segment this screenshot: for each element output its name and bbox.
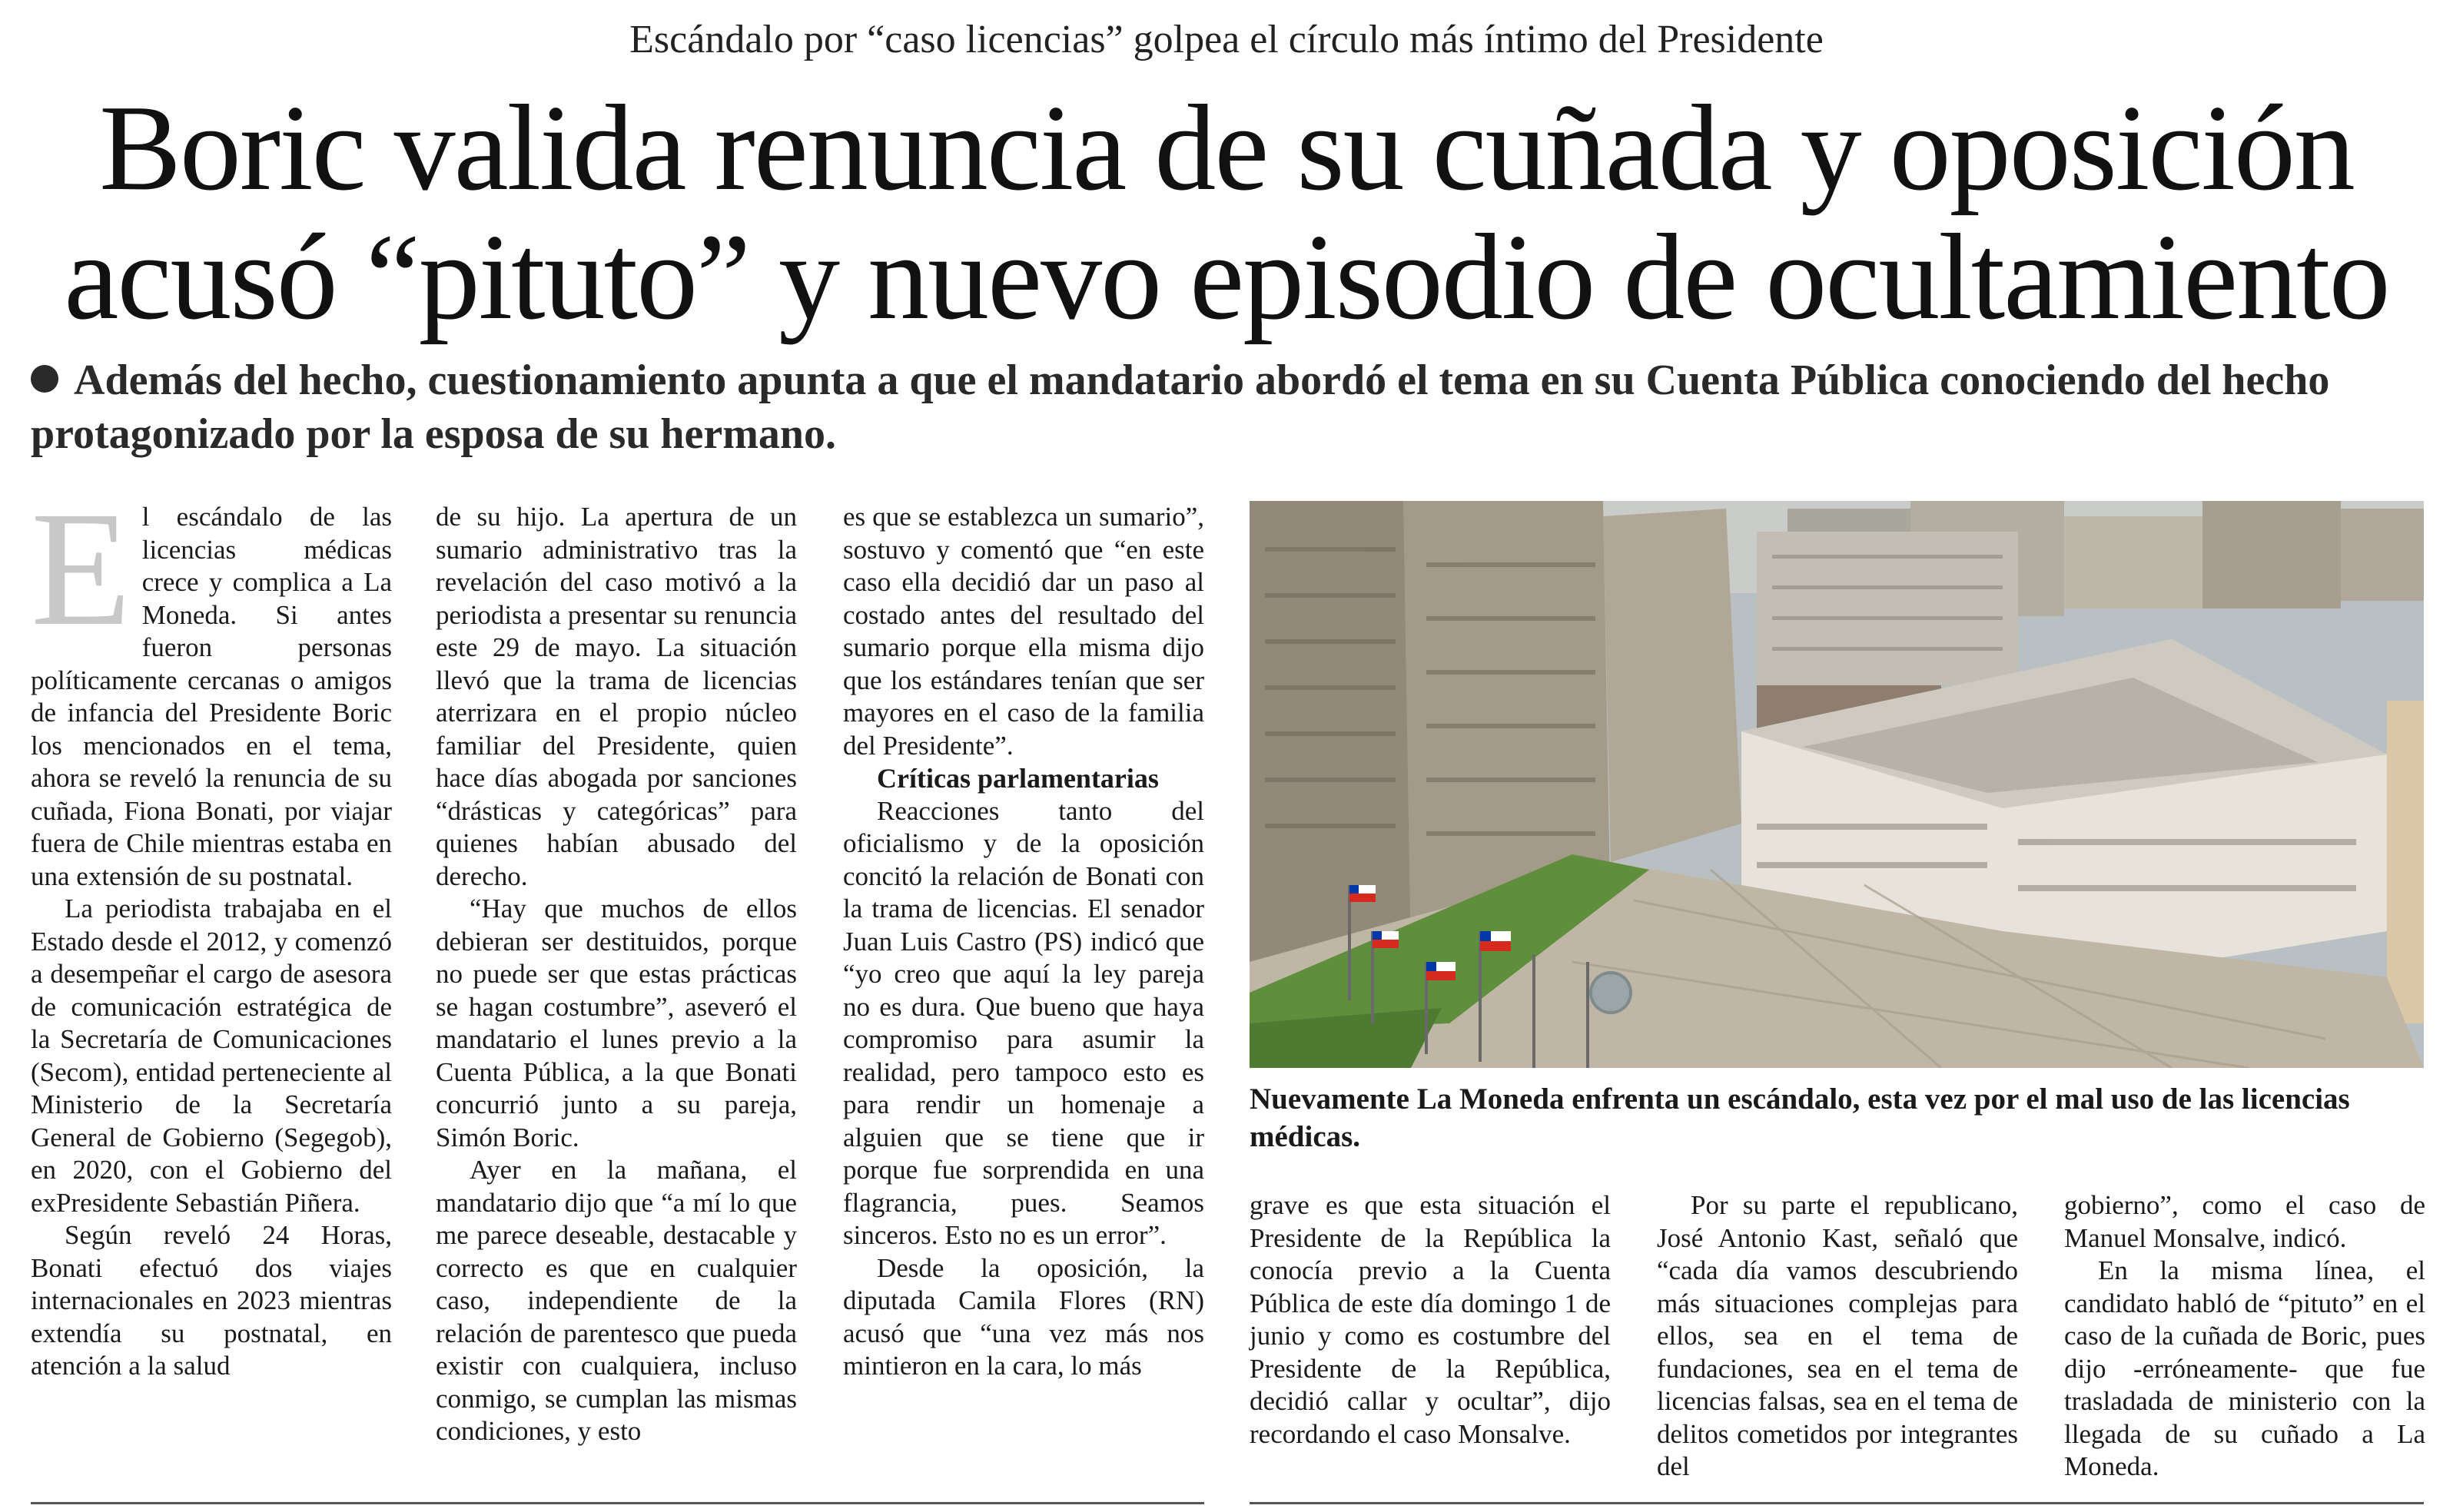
headline-line-2: acusó “pituto” y nuevo episodio de ocultamiento	[64, 208, 2389, 345]
bottom-rule-right	[1250, 1502, 2424, 1504]
article-column-4	[1250, 1189, 1611, 1451]
article-column-1	[31, 478, 392, 1383]
paragraph: Por su parte el republicano, José Antonio Kast, señaló que “cada día vamos descubriendo más situaciones complejas para ellos, sea en el tema de fundaciones, sea en el tema de licencias falsas, sea en el tema de delitos cometidos por integrantes del	[1657, 1190, 2018, 1481]
subhead	[31, 353, 2413, 461]
paragraph: de su hijo. La apertura de un sumario administrativo tras la revelación del caso motivó a la periodista a presentar su renuncia este 29 de mayo. La situación llevó que la trama de licencias aterrizara en el propio núcleo familiar del Presidente, quien hace días abogada por sanciones “drásticas y categóricas” para quienes habían abusado del derecho.	[436, 502, 797, 891]
paragraph	[31, 478, 392, 893]
paragraph: La periodista trabajaba en el Estado desde el 2012, y comenzó a desempeñar el cargo de asesora de comunicación estratégica de la Secretaría de Comunicaciones (Secom), entidad perteneciente al Ministerio de la Secretaría General de Gobierno (Segegob), en 2020, con el Gobierno del exPresidente Sebastián Piñera.	[31, 894, 392, 1218]
paragraph: es que se establezca un sumario”, sostuvo y comentó que “en este caso ella decidió dar un paso al costado antes del resultado del sumario porque ella misma dijo que los estándares tenían que ser mayores en el caso de la familia del Presidente”.	[843, 502, 1204, 761]
paragraph-text: l escándalo de las licencias médicas crece y complica a La Moneda. Si antes fueron personas políticamente cercanas o amigos de infancia del Presidente Boric los mencionados en el tema, ahora se reveló la renuncia de su cuñada, Fiona Bonati, por viajar fuera de Chile mientras estaba en una extensión de su postnatal.	[31, 502, 392, 891]
headline	[23, 79, 2430, 345]
subhead-text: Además del hecho, cuestionamiento apunta a que el mandatario abordó el tema en su Cuenta Pública conociendo del hecho protagonizado por la esposa de su hermano.	[31, 356, 2330, 458]
article-column-5	[1657, 1189, 2018, 1484]
paragraph: Según reveló 24 Horas, Bonati efectuó dos viajes internacionales en 2023 mientras extendía su postnatal, en atención a la salud	[31, 1220, 392, 1381]
drop-cap: E	[31, 478, 131, 660]
paragraph: Ayer en la mañana, el mandatario dijo que “a mí lo que me parece deseable, destacable y correcto es que en cualquier caso, independiente de la relación de parentesco que pueda existir con cualquiera, incluso conmigo, se cumplan las mismas condiciones, y esto	[436, 1155, 797, 1446]
article-column-3	[843, 501, 1204, 1383]
section-subtitle: Críticas parlamentarias	[877, 763, 1159, 794]
paragraph: grave es que esta situación el Presidente de la República la conocía previo a la Cuenta Pública de este día domingo 1 de junio y como es costumbre del Presidente de la República, decidió callar y ocultar”, dijo recordando el caso Monsalve.	[1250, 1190, 1611, 1449]
kicker: Escándalo por “caso licencias” golpea el círculo más íntimo del Presidente	[629, 18, 1824, 61]
paragraph: Desde la oposición, la diputada Camila Flores (RN) acusó que “una vez más nos mintieron en la cara, lo más	[843, 1252, 1204, 1381]
photo-caption: Nuevamente La Moneda enfrenta un escándalo, esta vez por el mal uso de las licencias médicas.	[1250, 1083, 2350, 1153]
paragraph: En la misma línea, el candidato habló de “pituto” en el caso de la cuñada de Boric, pues dijo -erróneamente- que fue trasladada de ministerio con la llegada de su cuñado a La Moneda.	[2064, 1255, 2425, 1481]
bullet-icon	[31, 365, 58, 393]
paragraph: gobierno”, como el caso de Manuel Monsalve, indicó.	[2064, 1190, 2425, 1253]
paragraph: “Hay que muchos de ellos debieran ser destituidos, porque no puede ser que estas prácticas se hagan costumbre”, aseveró el mandatario el lunes previo a la Cuenta Pública, a la que Bonati concurrió junto a su pareja, Simón Boric.	[436, 894, 797, 1152]
headline-line-1: Boric valida renuncia de su cuñada y oposición	[99, 79, 2354, 216]
paragraph: Reacciones tanto del oficialismo y de la oposición concitó la relación de Bonati con la trama de licencias. El senador Juan Luis Castro (PS) indicó que “yo creo que aquí la ley pareja no es dura. Que bueno que haya compromiso para asumir la realidad, pero tampoco esto es para rendir un homenaje a alguien que se tiene que ir porque fue sorprendida en una flagrancia, pues. Seamos sinceros. Esto no es un error”.	[843, 795, 1204, 1250]
bottom-rule-left	[31, 1502, 1204, 1504]
news-photo	[1250, 501, 2424, 1068]
article-column-6	[2064, 1189, 2425, 1484]
article-column-2	[436, 501, 797, 1448]
